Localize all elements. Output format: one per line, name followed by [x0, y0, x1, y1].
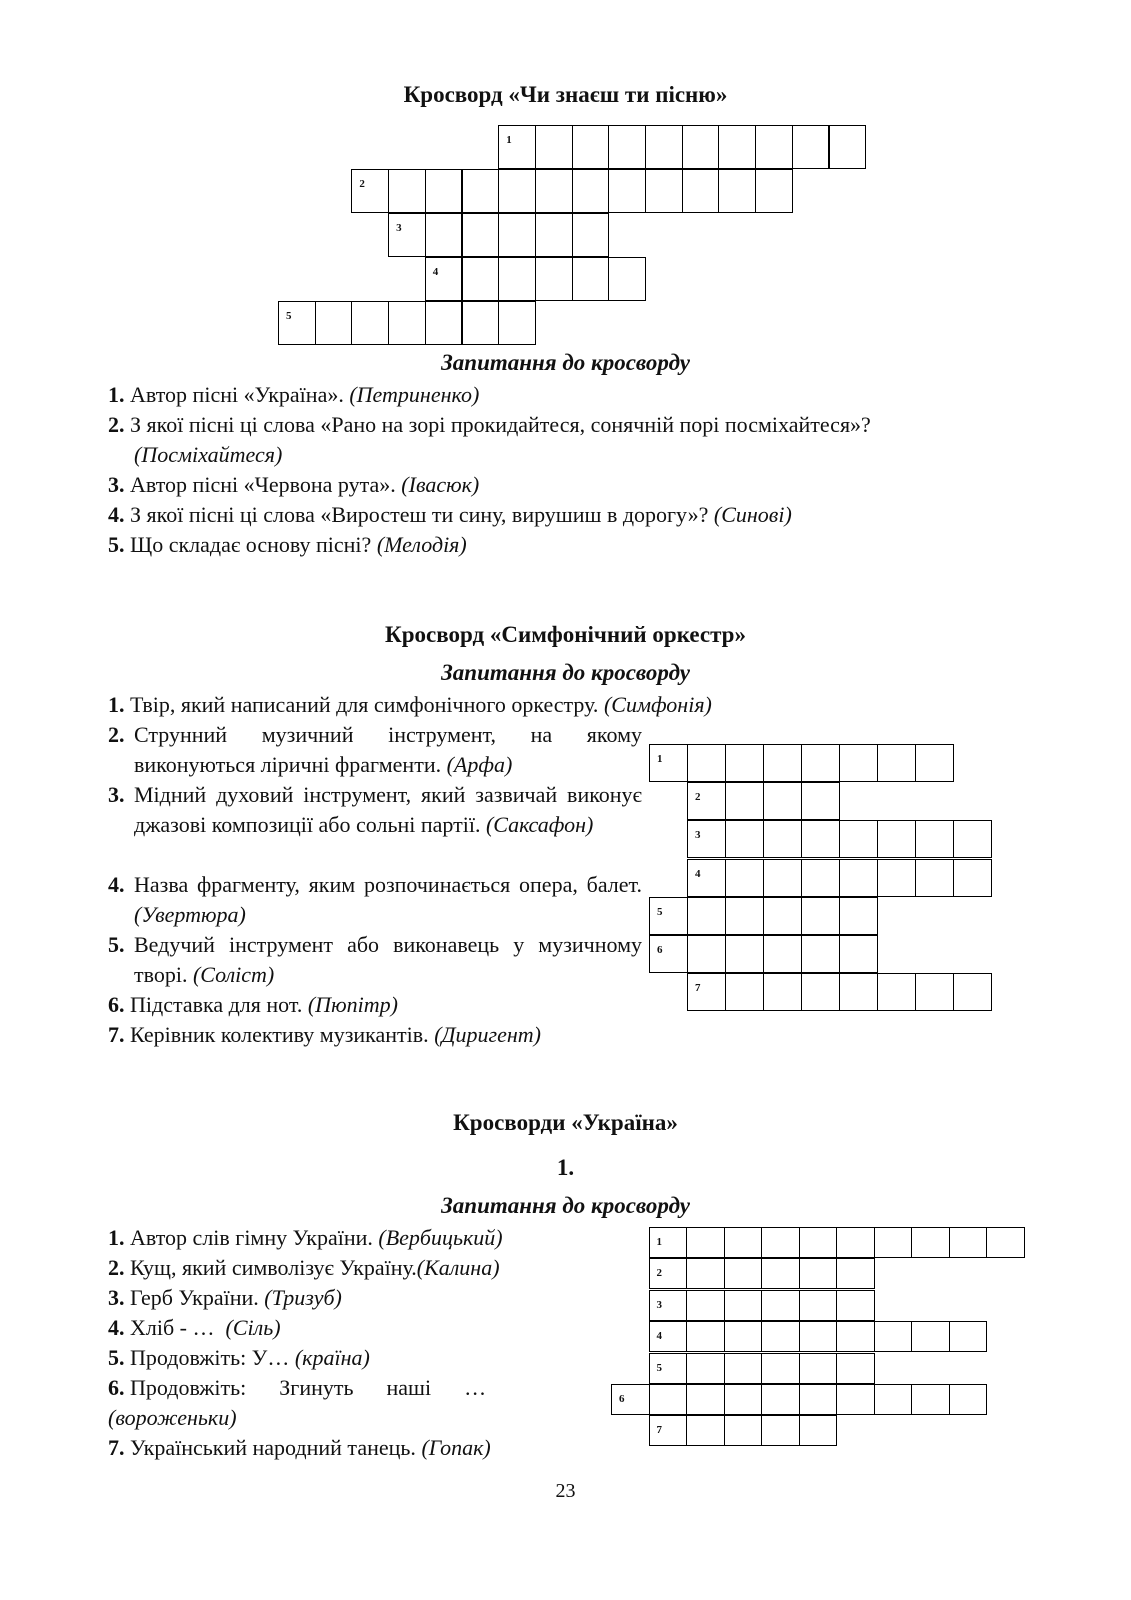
crossword-2-question-2: 2. Струнний музичний інструмент, на якому виконуються ліричні фрагменти. (Арфа)	[108, 722, 642, 777]
crossword-cell	[687, 897, 726, 935]
crossword-3-question-7: 7. Український народний танець. (Гопак)	[108, 1435, 491, 1460]
crossword-cell	[915, 744, 954, 782]
crossword-cell	[953, 973, 992, 1011]
crossword-clue-number: 6	[619, 1393, 625, 1405]
crossword-cell	[763, 935, 802, 973]
crossword-cell	[725, 782, 764, 820]
crossword-1-question-5: 5. Що складає основу пісні? (Мелодія)	[108, 532, 467, 557]
crossword-cell	[535, 257, 573, 301]
crossword-clue-number: 3	[695, 829, 701, 842]
crossword-cell	[278, 301, 316, 345]
crossword-1-question-1: 1. Автор пісні «Україна». (Петриненко)	[108, 382, 480, 407]
crossword-cell	[462, 301, 500, 345]
crossword-cell	[718, 169, 756, 213]
crossword-clue-number: 1	[506, 134, 512, 146]
crossword-cell	[725, 935, 764, 973]
crossword-cell	[462, 257, 500, 301]
crossword-cell	[498, 301, 536, 345]
crossword-cell	[839, 897, 878, 935]
crossword-cell	[755, 169, 793, 213]
crossword-cell	[799, 1258, 838, 1289]
crossword-cell	[874, 1227, 913, 1258]
crossword-cell	[498, 213, 536, 257]
crossword-cell	[915, 973, 954, 1011]
crossword-cell	[724, 1258, 763, 1289]
crossword-clue-number: 2	[359, 178, 365, 190]
crossword-cell	[649, 1227, 688, 1258]
crossword-2-question-6: 6. Підставка для нот. (Пюпітр)	[108, 992, 398, 1017]
crossword-cell	[839, 935, 878, 973]
crossword-cell	[498, 125, 536, 169]
crossword-clue-number: 7	[695, 982, 701, 995]
crossword-cell	[388, 169, 426, 213]
crossword-cell	[792, 125, 830, 169]
crossword-cell	[839, 859, 878, 897]
crossword-cell	[725, 820, 764, 858]
crossword-cell	[687, 859, 726, 897]
crossword-clue-number: 4	[432, 266, 439, 278]
crossword-cell	[649, 935, 688, 973]
crossword-cell	[686, 1353, 725, 1384]
crossword-cell	[718, 125, 756, 169]
crossword-cell	[761, 1353, 800, 1384]
crossword-cell	[915, 820, 954, 858]
crossword-cell	[649, 1258, 688, 1289]
crossword-cell	[608, 125, 646, 169]
crossword-cell	[763, 782, 802, 820]
crossword-cell	[953, 820, 992, 858]
crossword-cell	[801, 820, 840, 858]
crossword-cell	[686, 1415, 725, 1446]
crossword-cell	[645, 125, 683, 169]
crossword-cell	[649, 897, 688, 935]
crossword-cell	[724, 1227, 763, 1258]
crossword-cell	[986, 1227, 1025, 1258]
crossword-2-question-1: 1. Твір, який написаний для симфонічного оркестру. (Симфонія)	[108, 692, 712, 717]
crossword-cell	[763, 820, 802, 858]
crossword-2-title: Кросворд «Симфонічний оркестр»	[385, 622, 746, 647]
crossword-cell	[388, 301, 426, 345]
crossword-cell	[535, 125, 573, 169]
crossword-cell	[686, 1227, 725, 1258]
crossword-cell	[498, 169, 536, 213]
crossword-cell	[608, 169, 646, 213]
crossword-cell	[687, 935, 726, 973]
crossword-cell	[877, 973, 916, 1011]
crossword-cell	[839, 744, 878, 782]
crossword-clue-number: 4	[695, 867, 701, 880]
crossword-3-title: Кросворди «Україна»	[453, 1110, 678, 1135]
crossword-clue-number: 5	[657, 905, 663, 918]
crossword-cell	[761, 1227, 800, 1258]
crossword-2-question-7: 7. Керівник колективу музикантів. (Диригент)	[108, 1022, 541, 1047]
crossword-3-question-4: 4. Хліб - … (Сіль)	[108, 1315, 281, 1340]
crossword-cell	[799, 1415, 838, 1446]
crossword-cell	[425, 257, 463, 301]
crossword-cell	[877, 744, 916, 782]
crossword-cell	[915, 859, 954, 897]
crossword-cell	[761, 1321, 800, 1352]
crossword-cell	[836, 1258, 875, 1289]
crossword-cell	[572, 169, 610, 213]
crossword-cell	[829, 125, 867, 169]
crossword-cell	[649, 1353, 688, 1384]
crossword-clue-number: 2	[695, 791, 701, 804]
crossword-cell	[724, 1353, 763, 1384]
crossword-cell	[686, 1321, 725, 1352]
crossword-cell	[949, 1321, 988, 1352]
crossword-cell	[801, 973, 840, 1011]
crossword-1-question-2: 2. З якої пісні ці слова «Рано на зорі прокидайтеся, сонячній порі посміхайтеся»? (Посміхайтеся)	[108, 412, 871, 467]
crossword-cell	[535, 169, 573, 213]
crossword-2-questions-heading: Запитання до кросворду	[441, 660, 690, 685]
crossword-cell	[799, 1353, 838, 1384]
crossword-cell	[761, 1384, 800, 1415]
crossword-cell	[763, 859, 802, 897]
crossword-cell	[911, 1384, 950, 1415]
crossword-cell	[763, 897, 802, 935]
crossword-cell	[687, 973, 726, 1011]
crossword-3-question-1: 1. Автор слів гімну України. (Вербицький)	[108, 1225, 503, 1250]
crossword-3-question-6: 6. Продовжіть: Згинуть наші … (вороженьки)	[108, 1375, 487, 1430]
crossword-cell	[686, 1384, 725, 1415]
crossword-clue-number: 4	[656, 1330, 662, 1343]
crossword-cell	[836, 1353, 875, 1384]
crossword-cell	[725, 859, 764, 897]
crossword-clue-number: 2	[656, 1267, 662, 1280]
crossword-cell	[649, 1321, 688, 1352]
crossword-cell	[839, 820, 878, 858]
crossword-cell	[649, 744, 688, 782]
crossword-cell	[315, 301, 353, 345]
crossword-cell	[877, 859, 916, 897]
crossword-cell	[725, 744, 764, 782]
crossword-cell	[801, 897, 840, 935]
crossword-cell	[839, 973, 878, 1011]
crossword-cell	[611, 1384, 650, 1415]
crossword-cell	[724, 1321, 763, 1352]
crossword-cell	[686, 1258, 725, 1289]
crossword-cell	[763, 744, 802, 782]
crossword-1-questions-heading: Запитання до кросворду	[441, 350, 690, 375]
crossword-cell	[911, 1321, 950, 1352]
crossword-clue-number: 3	[396, 222, 402, 234]
crossword-cell	[388, 213, 426, 257]
crossword-1-question-4: 4. З якої пісні ці слова «Виростеш ти сину, вирушиш в дорогу»? (Синові)	[108, 502, 792, 527]
crossword-cell	[572, 257, 610, 301]
crossword-cell	[911, 1227, 950, 1258]
crossword-cell	[836, 1321, 875, 1352]
crossword-cell	[462, 169, 500, 213]
crossword-cell	[724, 1384, 763, 1415]
crossword-1-title: Кросворд «Чи знаєш ти пісню»	[403, 82, 728, 107]
crossword-cell	[425, 301, 463, 345]
crossword-cell	[763, 973, 802, 1011]
crossword-clue-number: 1	[656, 1236, 662, 1248]
crossword-cell	[799, 1384, 838, 1415]
crossword-clue-number: 5	[286, 310, 292, 322]
crossword-cell	[682, 169, 720, 213]
crossword-cell	[725, 897, 764, 935]
crossword-cell	[572, 213, 610, 257]
crossword-3-questions-heading: Запитання до кросворду	[441, 1193, 690, 1218]
crossword-cell	[724, 1290, 763, 1321]
crossword-cell	[799, 1290, 838, 1321]
crossword-3-number: 1.	[556, 1155, 575, 1180]
crossword-3-question-5: 5. Продовжіть: У… (країна)	[108, 1345, 370, 1370]
crossword-3-question-3: 3. Герб України. (Тризуб)	[108, 1285, 342, 1310]
crossword-cell	[725, 973, 764, 1011]
crossword-cell	[351, 169, 389, 213]
crossword-cell	[953, 859, 992, 897]
crossword-cell	[686, 1290, 725, 1321]
crossword-cell	[687, 820, 726, 858]
crossword-cell	[801, 935, 840, 973]
crossword-cell	[761, 1415, 800, 1446]
crossword-cell	[649, 1384, 688, 1415]
crossword-1-question-3: 3. Автор пісні «Червона рута». (Івасюк)	[108, 472, 480, 497]
crossword-cell	[874, 1384, 913, 1415]
crossword-cell	[425, 169, 463, 213]
crossword-cell	[724, 1415, 763, 1446]
crossword-clue-number: 7	[656, 1424, 662, 1437]
crossword-cell	[801, 859, 840, 897]
crossword-cell	[949, 1227, 988, 1258]
crossword-cell	[682, 125, 720, 169]
crossword-clue-number: 3	[656, 1298, 662, 1311]
crossword-cell	[836, 1227, 875, 1258]
crossword-cell	[836, 1290, 875, 1321]
crossword-cell	[799, 1227, 838, 1258]
crossword-cell	[755, 125, 793, 169]
crossword-2-question-3: 3. Мідний духовий інструмент, який зазвичай виконує джазові композиції або сольні партії. (Саксафон)	[108, 782, 642, 837]
crossword-clue-number: 1	[657, 753, 663, 765]
crossword-cell	[801, 744, 840, 782]
crossword-cell	[462, 213, 500, 257]
crossword-cell	[836, 1384, 875, 1415]
crossword-cell	[572, 125, 610, 169]
crossword-2-question-4: 4. Назва фрагменту, яким розпочинається опера, балет. (Увертюра)	[108, 872, 642, 927]
crossword-cell	[949, 1384, 988, 1415]
crossword-clue-number: 6	[657, 944, 663, 956]
crossword-cell	[649, 1415, 688, 1446]
crossword-cell	[498, 257, 536, 301]
crossword-cell	[687, 782, 726, 820]
crossword-cell	[801, 782, 840, 820]
crossword-cell	[608, 257, 646, 301]
page-number: 23	[555, 1480, 576, 1502]
crossword-cell	[799, 1321, 838, 1352]
crossword-cell	[535, 213, 573, 257]
crossword-cell	[761, 1258, 800, 1289]
crossword-cell	[687, 744, 726, 782]
crossword-clue-number: 5	[656, 1361, 662, 1374]
crossword-cell	[649, 1290, 688, 1321]
crossword-cell	[425, 213, 463, 257]
crossword-cell	[761, 1290, 800, 1321]
crossword-3-question-2: 2. Кущ, який символізує Україну.(Калина)	[108, 1255, 500, 1280]
crossword-cell	[645, 169, 683, 213]
crossword-cell	[351, 301, 389, 345]
crossword-cell	[874, 1321, 913, 1352]
crossword-2-question-5: 5. Ведучий інструмент або виконавець у музичному творі. (Соліст)	[108, 932, 642, 987]
crossword-cell	[877, 820, 916, 858]
